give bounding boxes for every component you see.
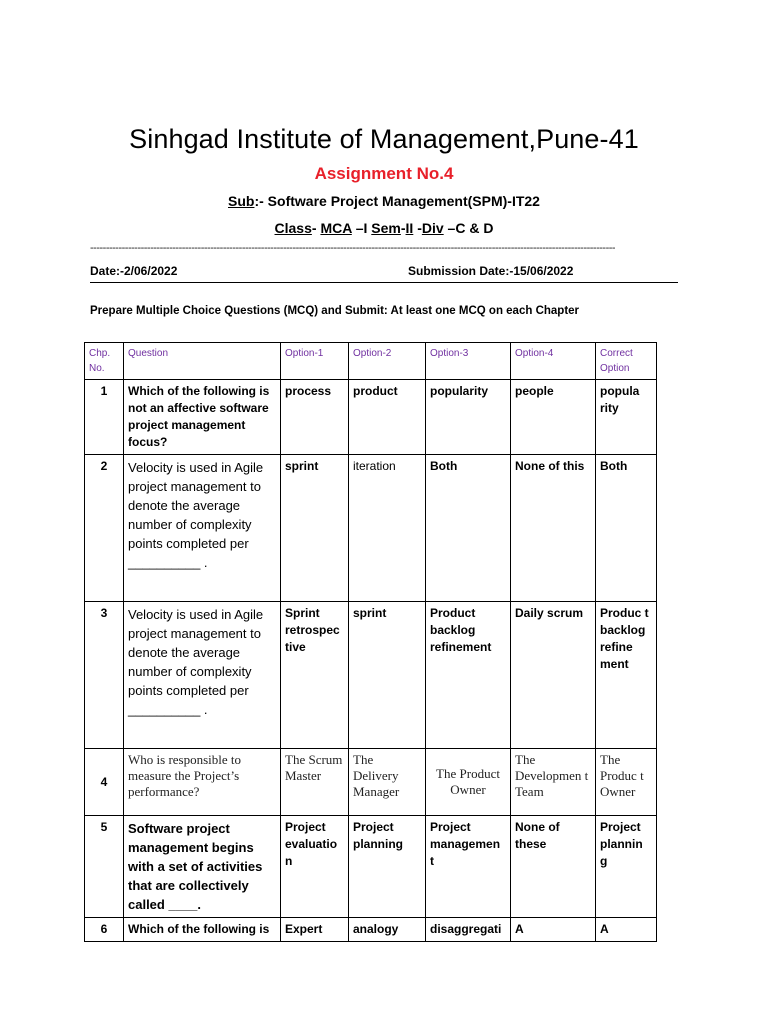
class-line: [0, 220, 768, 236]
question-cell: Software project management begins with a set of activities that are collectively called ____.: [124, 816, 281, 918]
correct-option-cell: popula rity: [596, 380, 657, 455]
date-row: [90, 262, 678, 283]
option-1-cell: Expert: [281, 918, 349, 942]
option-3-cell: Product backlog refinement: [426, 602, 511, 749]
class-label: Class: [274, 220, 312, 236]
question-cell: Which of the following is not an affective software project management focus?: [124, 380, 281, 455]
table-row: [85, 816, 657, 918]
question-cell: Velocity is used in Agile project management to denote the average number of complexity points completed per __________ .: [124, 602, 281, 749]
chapter-number: 4: [85, 749, 124, 816]
table-row: [85, 380, 657, 455]
option-4-cell: The Developmen t Team: [511, 749, 596, 816]
option-3-cell: Both: [426, 455, 511, 602]
table-header-row: [85, 343, 657, 380]
option-2-cell: sprint: [349, 602, 426, 749]
class-div: Div: [421, 220, 444, 236]
separator-dashes: ----------------------------------------------------------------------------------------------------------------------------------------------------------------------: [90, 242, 615, 254]
correct-option-cell: Both: [596, 455, 657, 602]
header-option-2: Option-2: [349, 343, 426, 380]
option-2-cell: Project planning: [349, 816, 426, 918]
page-title: Sinhgad Institute of Management,Pune-41: [129, 124, 639, 154]
table-row: [85, 918, 657, 942]
class-ii: II: [405, 220, 414, 236]
option-4-cell: Daily scrum: [511, 602, 596, 749]
option-1-cell: The Scrum Master: [281, 749, 349, 816]
option-3-cell: popularity: [426, 380, 511, 455]
option-1-cell: process: [281, 380, 349, 455]
class-sem: Sem: [371, 220, 401, 236]
header-option-4: Option-4: [511, 343, 596, 380]
mcq-table: [84, 342, 657, 942]
option-2-cell: product: [349, 380, 426, 455]
option-4-cell: people: [511, 380, 596, 455]
option-2-cell: analogy: [349, 918, 426, 942]
subject-line: [0, 193, 768, 209]
header-option-3: Option-3: [426, 343, 511, 380]
chapter-number: 5: [85, 816, 124, 918]
instruction-text: Prepare Multiple Choice Questions (MCQ) and Submit: At least one MCQ on each Chapter: [90, 305, 580, 317]
option-1-cell: Sprint retrospec tive: [281, 602, 349, 749]
header-correct-option: Correct Option: [596, 343, 657, 380]
question-cell: Who is responsible to measure the Project’s performance?: [124, 749, 281, 816]
assignment-date: Date:-2/06/2022: [90, 264, 178, 278]
question-cell: Velocity is used in Agile project management to denote the average number of complexity points completed per __________ .: [124, 455, 281, 602]
option-2-cell: The Delivery Manager: [349, 749, 426, 816]
chapter-number: 1: [85, 380, 124, 455]
header-question: Question: [124, 343, 281, 380]
question-cell: Which of the following is: [124, 918, 281, 942]
submission-date: Submission Date:-15/06/2022: [408, 264, 574, 278]
subject-text: :- Software Project Management(SPM)-IT22: [254, 193, 540, 209]
option-4-cell: None of these: [511, 816, 596, 918]
option-2-cell: iteration: [349, 455, 426, 602]
correct-option-cell: The Produc t Owner: [596, 749, 657, 816]
subject-label: Sub: [228, 193, 255, 209]
table-row: [85, 455, 657, 602]
chapter-number: 2: [85, 455, 124, 602]
option-4-cell: None of this: [511, 455, 596, 602]
header-chapter: Chp. No.: [85, 343, 124, 380]
option-3-cell: The Product Owner: [426, 749, 511, 816]
chapter-number: 6: [85, 918, 124, 942]
header-option-1: Option-1: [281, 343, 349, 380]
class-sep: -: [400, 220, 406, 236]
class-sep: -: [311, 220, 321, 236]
correct-option-cell: Produc t backlog refine ment: [596, 602, 657, 749]
chapter-number: 3: [85, 602, 124, 749]
option-3-cell: Project managemen t: [426, 816, 511, 918]
assignment-number: Assignment No.4: [314, 164, 454, 183]
class-division: –C & D: [443, 220, 494, 236]
option-4-cell: A: [511, 918, 596, 942]
option-1-cell: Project evaluatio n: [281, 816, 349, 918]
correct-option-cell: A: [596, 918, 657, 942]
class-sep: –I: [351, 220, 372, 236]
correct-option-cell: Project plannin g: [596, 816, 657, 918]
option-3-cell: disaggregati: [426, 918, 511, 942]
option-1-cell: sprint: [281, 455, 349, 602]
class-mca: MCA: [320, 220, 352, 236]
table-row: [85, 749, 657, 816]
class-sep: -: [413, 220, 422, 236]
table-row: [85, 602, 657, 749]
